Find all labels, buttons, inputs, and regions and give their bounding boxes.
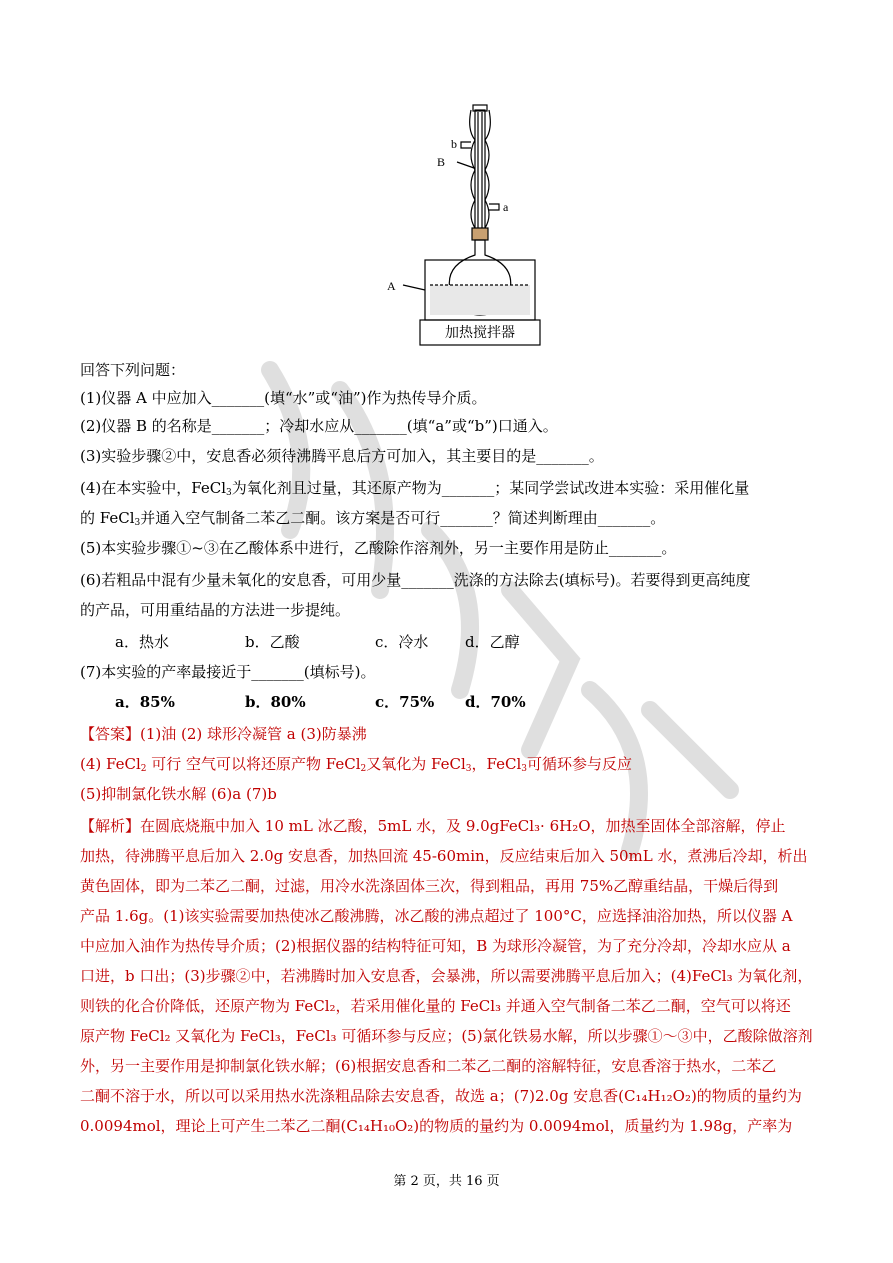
page-footer: 第 2 页，共 16 页: [393, 1174, 500, 1189]
analysis-line-7: 则铁的化合价降低，还原产物为 FeCl₂，若采用催化量的 FeCl₃ 并通入空气制备二苯乙二酮，空气可以将还: [80, 997, 791, 1015]
question-1: (1)仪器 A 中应加入_______(填“水”或“油”)作为热传导介质。: [80, 389, 487, 407]
analysis-line-5: 中应加入油作为热传导介质；(2)根据仪器的结构特征可知，B 为球形冷凝管，为了充分冷却，冷却水应从 a: [80, 937, 791, 955]
analysis-line-1: 【解析】在圆底烧瓶中加入 10 mL 冰乙酸，5mL 水，及 9.0gFeCl₃· 6H₂O，加热至固体全部溶解，停止: [80, 817, 786, 835]
analysis-line-8: 原产物 FeCl₂ 又氧化为 FeCl₃，FeCl₃ 可循环参与反应；(5)氯化铁易水解，所以步骤①～③中，乙酸除做溶剂: [80, 1027, 813, 1045]
question-4-line2: 的 FeCl$_3$并通入空气制备二苯乙二酮。该方案是否可行_______？简述判断理由_______。: [80, 509, 666, 528]
intro-text: 回答下列问题：: [80, 361, 186, 379]
label-A: A: [387, 279, 396, 293]
analysis-line-11: 0.0094mol，理论上可产生二苯乙二酮(C₁₄H₁₀O₂)的物质的量约为 0.0094mol，质量约为 1.98g，产率为: [80, 1117, 793, 1135]
question-4-line1: (4)在本实验中，FeCl$_3$为氧化剂且过量，其还原产物为_______；某同学尝试改进本实验：采用催化量: [80, 479, 750, 498]
analysis-line-3: 黄色固体，即为二苯乙二酮，过滤，用冷水洗涤固体三次，得到粗品，再用 75%乙醇重结晶，干燥后得到: [80, 877, 779, 895]
label-B: B: [437, 155, 446, 169]
q6-option-c: c．冷水: [375, 633, 429, 651]
analysis-line-4: 产品 1.6g。(1)该实验需要加热使冰乙酸沸腾，冰乙酸的沸点超过了 100°C，应选择油浴加热，所以仪器 A: [80, 907, 793, 925]
q6-option-a: a．热水: [115, 633, 169, 651]
analysis-line-9: 外，另一主要作用是抑制氯化铁水解；(6)根据安息香和二苯乙二酮的溶解特征，安息香溶于热水，二苯乙: [80, 1057, 777, 1075]
q7-option-b: b．80%: [245, 693, 306, 711]
question-6-line1: (6)若粗品中混有少量未氧化的安息香，可用少量_______洗涤的方法除去(填标号)。若要得到更高纯度: [80, 571, 751, 589]
analysis-line-2: 加热，待沸腾平息后加入 2.0g 安息香，加热回流 45-60min，反应结束后加入 50mL 水，煮沸后冷却，析出: [80, 847, 808, 865]
q7-option-a: a．85%: [115, 693, 175, 711]
label-b: b: [451, 137, 457, 151]
question-3: (3)实验步骤②中，安息香必须待沸腾平息后方可加入，其主要目的是_______。: [80, 447, 604, 465]
q7-option-d: d．70%: [465, 693, 526, 711]
label-a: a: [503, 200, 509, 214]
apparatus-diagram: [375, 100, 555, 350]
answer-line-3: (5)抑制氯化铁水解 (6)a (7)b: [80, 785, 277, 803]
question-2: (2)仪器 B 的名称是_______；冷却水应从_______(填“a”或“b”)口通入。: [80, 417, 558, 435]
q7-option-c: c．75%: [375, 693, 435, 711]
answer-line-2: (4) FeCl$_2$ 可行 空气可以将还原产物 FeCl$_2$又氧化为 FeCl$_3$，FeCl$_3$可循环参与反应: [80, 755, 633, 774]
answer-line-1: 【答案】(1)油 (2) 球形冷凝管 a (3)防暴沸: [80, 725, 367, 743]
analysis-line-6: 口进，b 口出；(3)步骤②中，若沸腾时加入安息香，会暴沸，所以需要沸腾平息后加入；(4)FeCl₃ 为氧化剂，: [80, 967, 813, 985]
q6-option-d: d．乙醇: [465, 633, 520, 651]
stirrer-label: 加热搅拌器: [445, 325, 515, 341]
question-7: (7)本实验的产率最接近于_______(填标号)。: [80, 663, 376, 681]
q6-option-b: b．乙酸: [245, 633, 300, 651]
question-6-line2: 的产品，可用重结晶的方法进一步提纯。: [80, 601, 351, 619]
analysis-line-10: 二酮不溶于水，所以可以采用热水洗涤粗品除去安息香，故选 a；(7)2.0g 安息香(C₁₄H₁₂O₂)的物质的量约为: [80, 1087, 802, 1105]
question-5: (5)本实验步骤①~③在乙酸体系中进行，乙酸除作溶剂外，另一主要作用是防止_______。: [80, 539, 677, 557]
